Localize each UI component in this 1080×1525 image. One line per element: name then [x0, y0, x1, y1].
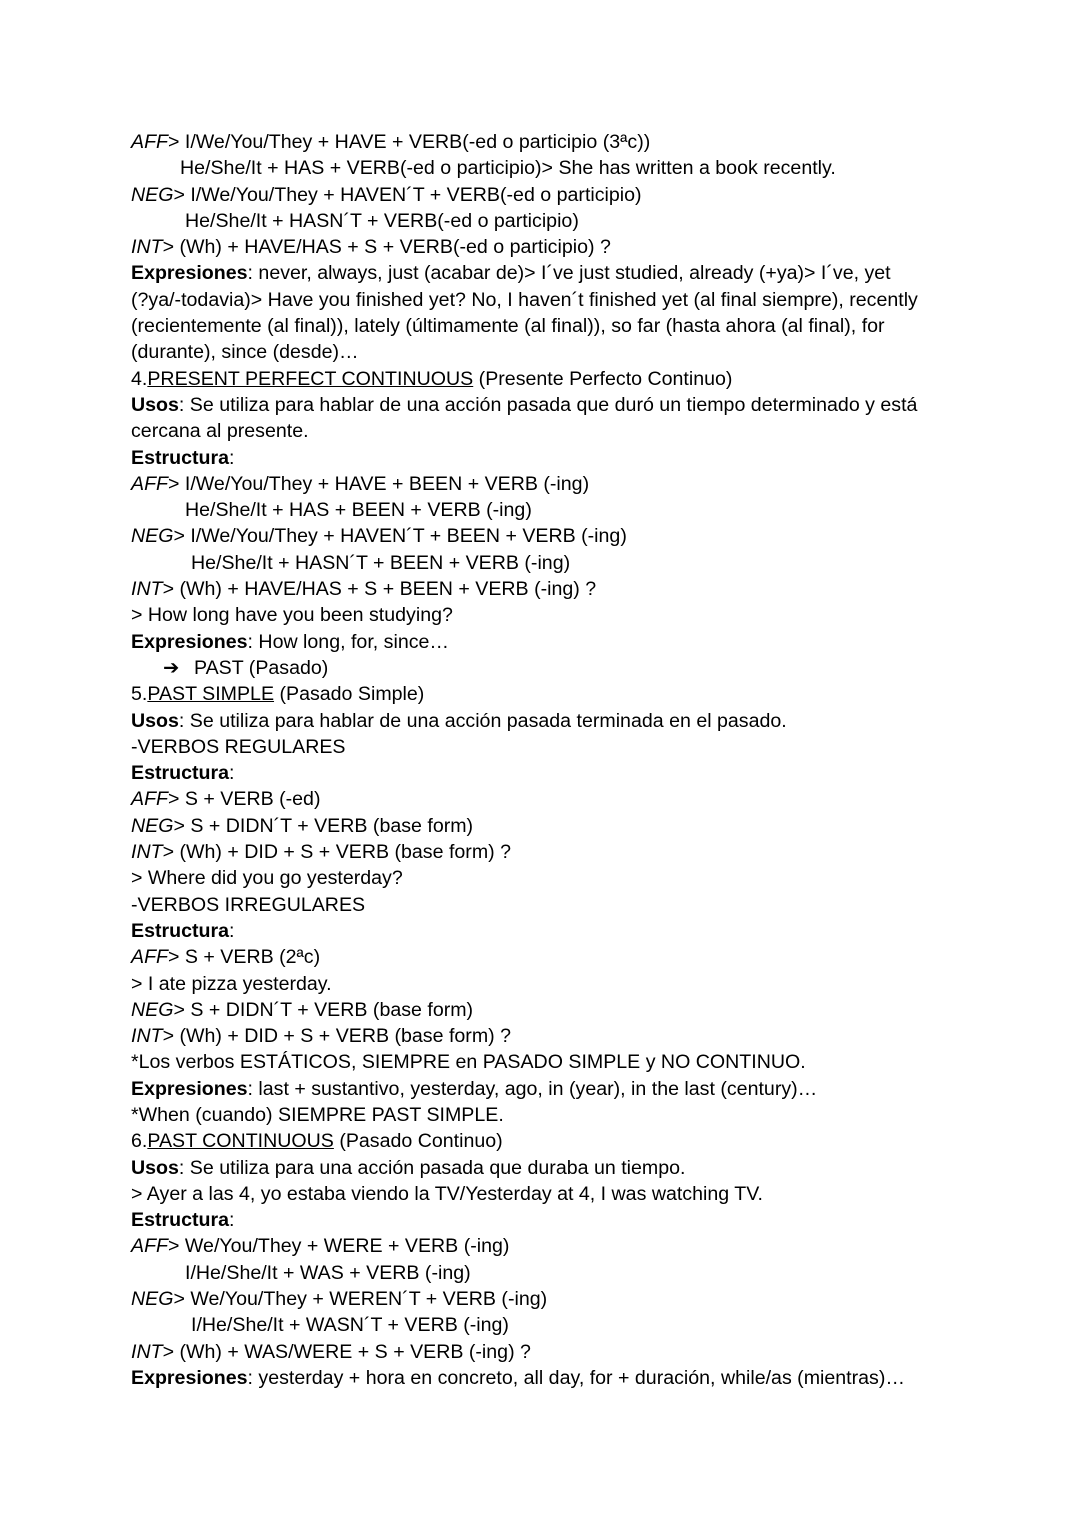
- estructura-label: Estructura: [131, 446, 229, 469]
- section-heading-pc: [131, 1128, 951, 1154]
- ppc-usos-line-2: [131, 418, 951, 444]
- ps-usos-text: : Se utiliza para hablar de una acción pasada terminada en el pasado.: [178, 709, 787, 732]
- aff-label: AFF: [131, 131, 169, 153]
- ppc-aff-line: [131, 471, 951, 497]
- ps-irr-aff-line: [131, 944, 951, 970]
- ppc-int-line: [131, 576, 951, 602]
- neg-label: NEG: [131, 814, 174, 837]
- ppc-usos-text: : Se utiliza para hablar de una acción pasada que duró un tiempo determinado y está: [178, 393, 918, 416]
- ppc-expr-line: [131, 629, 951, 655]
- pc-expr-line: [131, 1365, 951, 1391]
- pp-expr-text-2: (?ya/-todavia)> Have you finished yet? No, I haven´t finished yet (al final siempre), recently: [131, 288, 918, 311]
- pc-aff-line-2: [131, 1260, 951, 1286]
- ps-irr-int-line: [131, 1023, 951, 1049]
- ps-note-line-2: [131, 1102, 951, 1128]
- arrow-bullet-icon: ➔: [163, 656, 180, 679]
- ppc-estructura-line: [131, 445, 951, 471]
- ppc-int-text: > (Wh) + HAVE/HAS + S + BEEN + VERB (-ing) ?: [162, 578, 597, 601]
- ps-irr-example-text: > I ate pizza yesterday.: [131, 972, 332, 995]
- ps-reg-neg-line: [131, 813, 951, 839]
- section-heading-ps: [131, 681, 951, 707]
- aff-label: AFF: [131, 788, 169, 811]
- ppc-example-text: > How long have you been studying?: [131, 604, 453, 627]
- section-number: 5.: [131, 683, 148, 706]
- section-title: PAST SIMPLE: [147, 683, 275, 706]
- aff-label: AFF: [131, 472, 169, 495]
- pp-neg-text-2: He/She/It + HASN´T + VERB(-ed o participio): [185, 209, 579, 232]
- ppc-expr-text: : How long, for, since…: [247, 630, 449, 653]
- ppc-usos-text-2: cercana al presente.: [131, 420, 309, 443]
- pp-aff-text-2: He/She/It + HAS + VERB(-ed o participio)> She has written a book recently.: [180, 157, 836, 180]
- section-heading-ppc: [131, 366, 951, 392]
- ppc-example-line: [131, 602, 951, 628]
- pc-usos-line: [131, 1155, 951, 1181]
- int-label: INT: [131, 841, 163, 864]
- pp-neg-line-2: [131, 208, 951, 234]
- section-number: 6.: [131, 1130, 148, 1153]
- ppc-neg-text-2: He/She/It + HASN´T + BEEN + VERB (-ing): [191, 551, 571, 574]
- ps-expr-line: [131, 1076, 951, 1102]
- section-title-es: (Presente Perfecto Continuo): [473, 367, 733, 390]
- estructura-label: Estructura: [131, 919, 229, 942]
- usos-label: Usos: [131, 1156, 179, 1179]
- ppc-usos-line: [131, 392, 951, 418]
- expresiones-label: Expresiones: [131, 262, 248, 285]
- section-number: 4.: [131, 367, 148, 390]
- pp-expr-line-3: [131, 313, 951, 339]
- pp-neg-text: > I/We/You/They + HAVEN´T + VERB(-ed o participio): [173, 183, 642, 206]
- pc-int-line: [131, 1339, 951, 1365]
- ps-reg-aff-text: > S + VERB (-ed): [168, 788, 321, 811]
- document-page: [131, 129, 951, 1391]
- pc-aff-line: [131, 1233, 951, 1259]
- ps-note-line: [131, 1049, 951, 1075]
- pp-expr-text-4: (durante), since (desde)…: [131, 341, 359, 364]
- pc-neg-text-2: I/He/She/It + WASN´T + VERB (-ing): [191, 1314, 509, 1337]
- ps-estructura-line: [131, 760, 951, 786]
- aff-label: AFF: [131, 1235, 169, 1258]
- pc-example-line: [131, 1181, 951, 1207]
- pp-aff-line-2: [131, 155, 951, 181]
- pc-int-text: > (Wh) + WAS/WERE + S + VERB (-ing) ?: [162, 1340, 531, 1363]
- pp-neg-line: [131, 182, 951, 208]
- ppc-neg-line: [131, 523, 951, 549]
- ps-irregulares-text: -VERBOS IRREGULARES: [131, 893, 366, 916]
- ps-estructura-line-2: [131, 918, 951, 944]
- ps-reg-int-line: [131, 839, 951, 865]
- pc-aff-text-2: I/He/She/It + WAS + VERB (-ing): [185, 1261, 471, 1284]
- ps-usos-line: [131, 708, 951, 734]
- ps-reg-aff-line: [131, 786, 951, 812]
- usos-label: Usos: [131, 709, 179, 732]
- ps-irr-neg-line: [131, 997, 951, 1023]
- ppc-neg-text: > I/We/You/They + HAVEN´T + BEEN + VERB (-ing): [173, 525, 627, 548]
- expresiones-label: Expresiones: [131, 630, 248, 653]
- pc-usos-text: : Se utiliza para una acción pasada que duraba un tiempo.: [178, 1156, 686, 1179]
- colon: :: [229, 919, 235, 942]
- pp-expr-line-4: [131, 339, 951, 365]
- estructura-label: Estructura: [131, 1209, 229, 1232]
- ps-irr-example-line: [131, 971, 951, 997]
- pp-int-line: [131, 234, 951, 260]
- section-title-es: (Pasado Continuo): [333, 1130, 503, 1153]
- pp-expr-line: [131, 260, 951, 286]
- ppc-aff-text: > I/We/You/They + HAVE + BEEN + VERB (-ing): [168, 472, 590, 495]
- int-label: INT: [131, 1340, 163, 1363]
- ps-irr-int-text: > (Wh) + DID + S + VERB (base form) ?: [162, 1025, 512, 1048]
- ps-expr-text: : last + sustantivo, yesterday, ago, in (year), in the last (century)…: [247, 1077, 818, 1100]
- ps-reg-example-line: [131, 865, 951, 891]
- colon: :: [229, 762, 235, 785]
- section-title: PRESENT PERFECT CONTINUOUS: [147, 367, 474, 390]
- usos-label: Usos: [131, 393, 179, 416]
- ps-irregulares-line: [131, 892, 951, 918]
- ps-regulares-line: [131, 734, 951, 760]
- ps-regulares-text: -VERBOS REGULARES: [131, 735, 346, 758]
- pp-expr-line-2: [131, 287, 951, 313]
- aff-label: AFF: [131, 946, 169, 969]
- pc-expr-text: : yesterday + hora en concreto, all day, for + duración, while/as (mientras)…: [247, 1366, 905, 1389]
- pp-int-text: > (Wh) + HAVE/HAS + S + VERB(-ed o participio) ?: [162, 236, 611, 259]
- ps-irr-aff-text: > S + VERB (2ªc): [168, 946, 321, 969]
- colon: :: [229, 1209, 235, 1232]
- pc-estructura-line: [131, 1207, 951, 1233]
- neg-label: NEG: [131, 1288, 174, 1311]
- pp-aff-text: > I/We/You/They + HAVE + VERB(-ed o participio (3ªc)): [168, 131, 651, 153]
- ps-reg-example-text: > Where did you go yesterday?: [131, 867, 403, 890]
- ps-reg-neg-text: > S + DIDN´T + VERB (base form): [173, 814, 474, 837]
- ppc-neg-line-2: [131, 550, 951, 576]
- ps-reg-int-text: > (Wh) + DID + S + VERB (base form) ?: [162, 841, 512, 864]
- neg-label: NEG: [131, 998, 174, 1021]
- int-label: INT: [131, 236, 163, 259]
- int-label: INT: [131, 578, 163, 601]
- expresiones-label: Expresiones: [131, 1366, 248, 1389]
- pc-neg-line: [131, 1286, 951, 1312]
- past-heading: [131, 655, 951, 681]
- ppc-aff-line-2: [131, 497, 951, 523]
- estructura-label: Estructura: [131, 762, 229, 785]
- section-title: PAST CONTINUOUS: [147, 1130, 334, 1153]
- pc-example-text: > Ayer a las 4, yo estaba viendo la TV/Yesterday at 4, I was watching TV.: [131, 1182, 763, 1205]
- colon: :: [229, 446, 235, 469]
- past-heading-text: PAST (Pasado): [194, 656, 329, 679]
- ps-note-text: *Los verbos ESTÁTICOS, SIEMPRE en PASADO SIMPLE y NO CONTINUO.: [131, 1051, 806, 1074]
- pp-expr-text: : never, always, just (acabar de)> I´ve just studied, already (+ya)> I´ve, yet: [247, 262, 891, 285]
- expresiones-label: Expresiones: [131, 1077, 248, 1100]
- neg-label: NEG: [131, 525, 174, 548]
- pc-neg-line-2: [131, 1312, 951, 1338]
- neg-label: NEG: [131, 183, 174, 206]
- int-label: INT: [131, 1025, 163, 1048]
- section-title-es: (Pasado Simple): [274, 683, 425, 706]
- ps-irr-neg-text: > S + DIDN´T + VERB (base form): [173, 998, 474, 1021]
- ps-note-text-2: *When (cuando) SIEMPRE PAST SIMPLE.: [131, 1103, 504, 1126]
- ppc-aff-text-2: He/She/It + HAS + BEEN + VERB (-ing): [185, 499, 532, 522]
- pc-aff-text: > We/You/They + WERE + VERB (-ing): [168, 1235, 510, 1258]
- pc-neg-text: > We/You/They + WEREN´T + VERB (-ing): [173, 1288, 548, 1311]
- pp-aff-line: [131, 129, 951, 155]
- pp-expr-text-3: (recientemente (al final)), lately (últimamente (al final)), so far (hasta ahora (al final), for: [131, 315, 885, 338]
